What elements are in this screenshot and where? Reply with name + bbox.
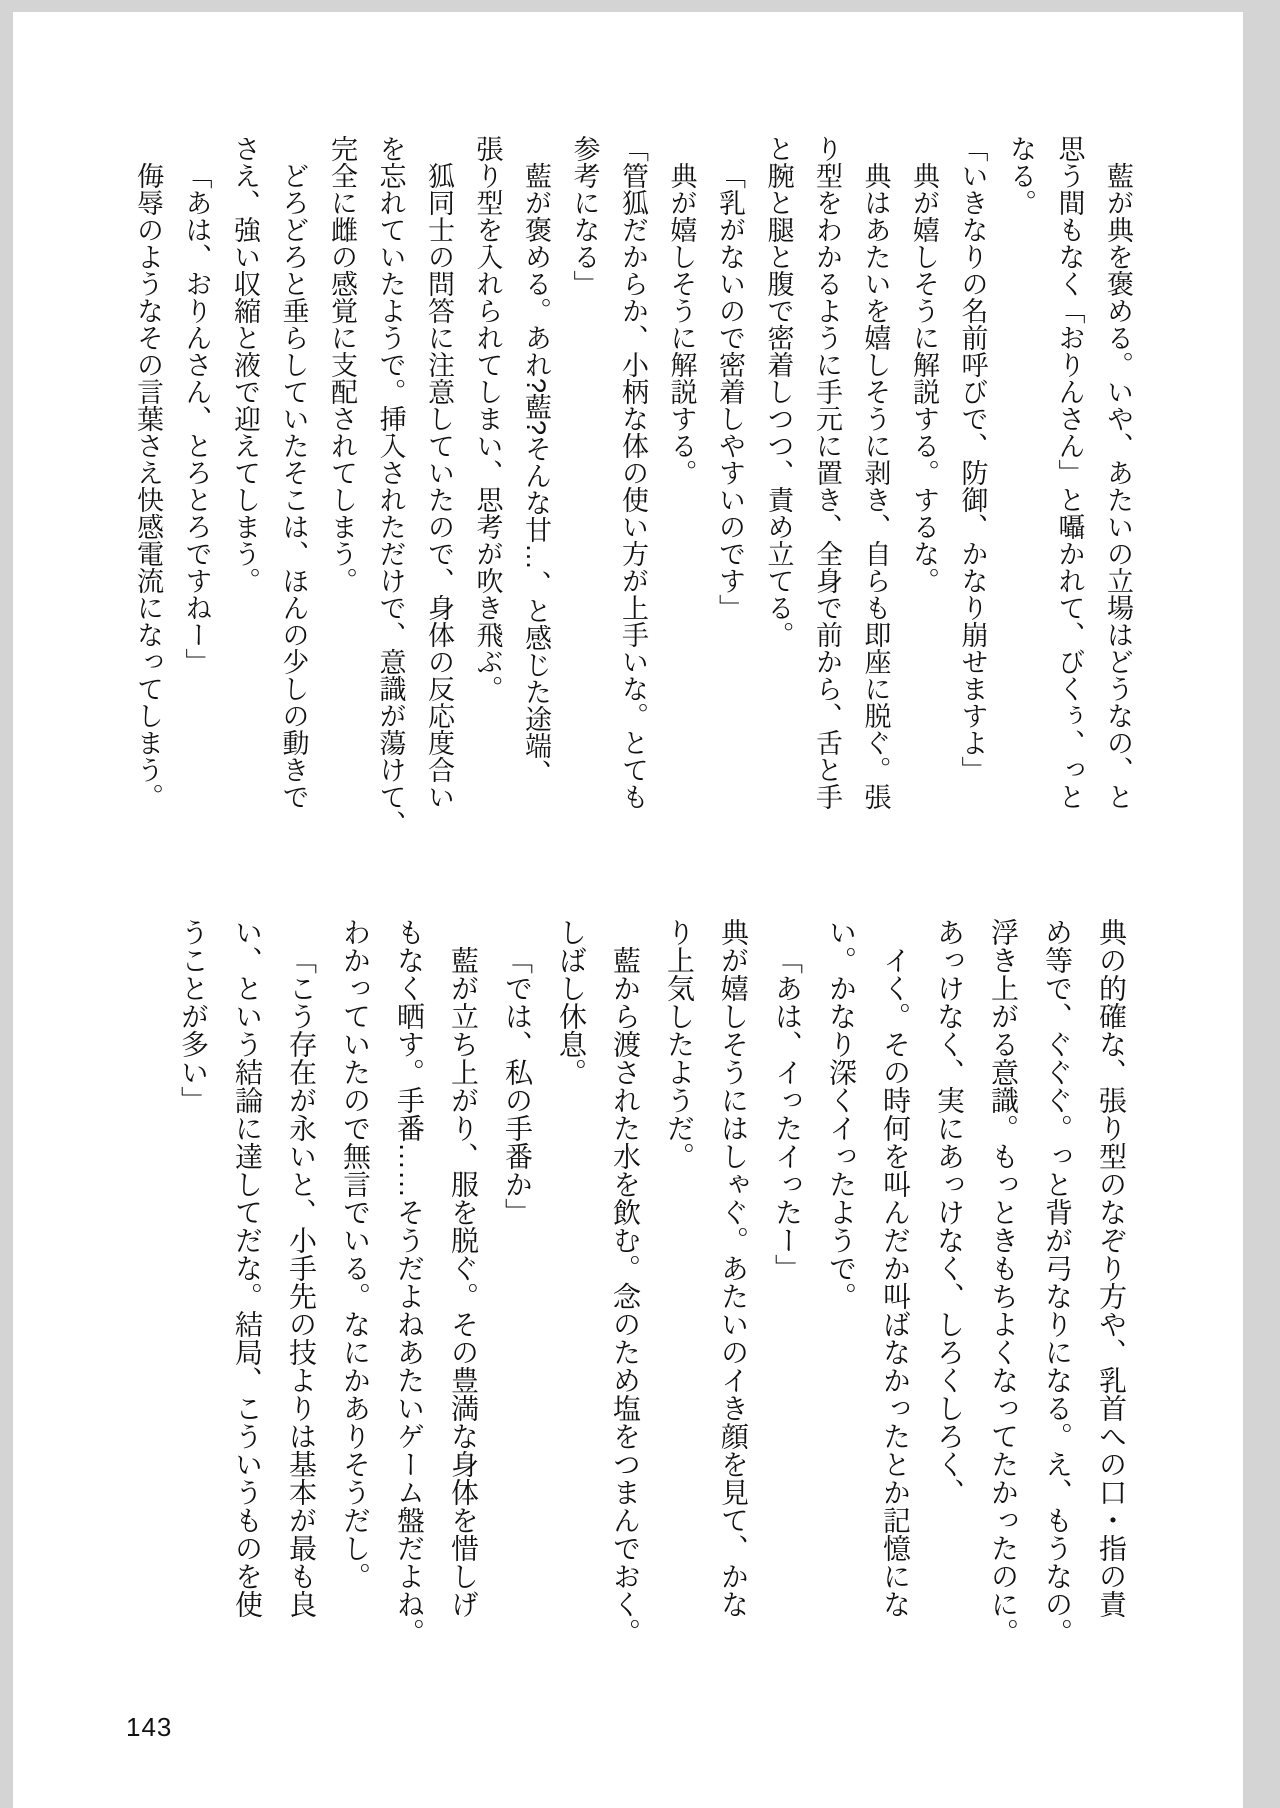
text-line: 「乳がないので密着しやすいのです」 (715, 162, 745, 621)
text-line: 典が嬉しそうに解説する。するな。 (909, 162, 939, 594)
text-line: 浮き上がる意識。もっときもちよくなってたかったのに。 (988, 918, 1019, 1646)
text-line: 思う間もなく「おりんさん」と囁かれて、びくぅ、っと (1054, 135, 1085, 810)
text-line: 「あは、イったイったー」 (772, 946, 803, 1282)
text-line: わかっていたので無言でいる。なにかありそうだし。 (340, 918, 371, 1590)
text-line: しばし休息。 (556, 918, 587, 1086)
text-line: なる。 (1006, 135, 1036, 216)
text-line: 典が嬉しそうに解説する。 (666, 162, 697, 486)
text-line: あっけなく、実にあっけなく、しろくしろく、 (934, 918, 965, 1506)
book-page (13, 12, 1243, 1808)
text-line: 藍が典を褒める。いや、あたいの立場はどうなの、と (1103, 162, 1133, 810)
text-line: り型をわかるように手元に置き、全身で前から、舌と手 (812, 135, 842, 810)
text-line: イく。その時何を叫んだか叫ばなかったとか記憶にな (880, 946, 911, 1618)
text-line: うことが多い」 (178, 918, 209, 1114)
text-line: を忘れていたようで。挿入されただけで、意識が蕩けて、 (375, 135, 406, 837)
text-line: 「あは、おりんさん、とろとろですねー」 (181, 162, 212, 675)
text-line: 藍が褒める。あれ?藍?そんな甘…、と感じた途端、 (521, 162, 551, 787)
text-line: 狐同士の問答に注意していたので、身体の反応度合い (424, 162, 454, 810)
text-line: い、という結論に達してだな。結局、こういうものを使 (232, 918, 263, 1618)
text-line: 「いきなりの名前呼びで、防御、かなり崩せますよ」 (957, 135, 988, 783)
text-line: 典が嬉しそうにはしゃぐ。あたいのイき顔を見て、かな (718, 918, 749, 1618)
text-line: 藍から渡された水を飲む。念のため塩をつまんでおく。 (610, 946, 641, 1646)
text-line: 完全に雌の感覚に支配されてしまう。 (327, 135, 357, 594)
text-line: と腕と腿と腹で密着しつつ、責め立てる。 (763, 135, 794, 648)
text-line: 侮辱のようなその言葉さえ快感電流になってしまう。 (133, 162, 163, 810)
text-line: 藍が立ち上がり、服を脱ぐ。その豊満な身体を惜しげ (448, 946, 479, 1618)
text-line: 典はあたいを嬉しそうに剥き、自らも即座に脱ぐ。張 (860, 162, 891, 810)
text-line: 「こう存在が永いと、小手先の技よりは基本が最も良 (286, 946, 317, 1618)
text-line: 「管狐だからか、小柄な体の使い方が上手いな。とても (618, 135, 648, 810)
text-line: い。かなり深くイったようで。 (826, 918, 857, 1310)
text-line: め等で、ぐぐぐ。っと背が弓なりになる。え、もうなの。 (1042, 918, 1073, 1646)
vertical-text-block-top (123, 135, 1142, 895)
text-line: どろどろと垂らしていたそこは、ほんの少しの動きで (278, 162, 309, 810)
text-line: もなく晒す。手番……そうだよねあたいゲーム盤だよね。 (394, 918, 425, 1646)
text-line: 典の的確な、張り型のなぞり方や、乳首への口・指の責 (1096, 918, 1127, 1618)
page-number: 143 (126, 1712, 173, 1742)
text-line: 「では、私の手番か」 (502, 946, 533, 1226)
text-line: 張り型を入れられてしまい、思考が吹き飛ぶ。 (472, 135, 503, 702)
text-line: 参考になる」 (569, 135, 600, 297)
vertical-text-block-bottom (166, 918, 1138, 1673)
text-line: り上気したようだ。 (664, 918, 695, 1170)
text-line: さえ、強い収縮と液で迎えてしまう。 (230, 135, 260, 594)
